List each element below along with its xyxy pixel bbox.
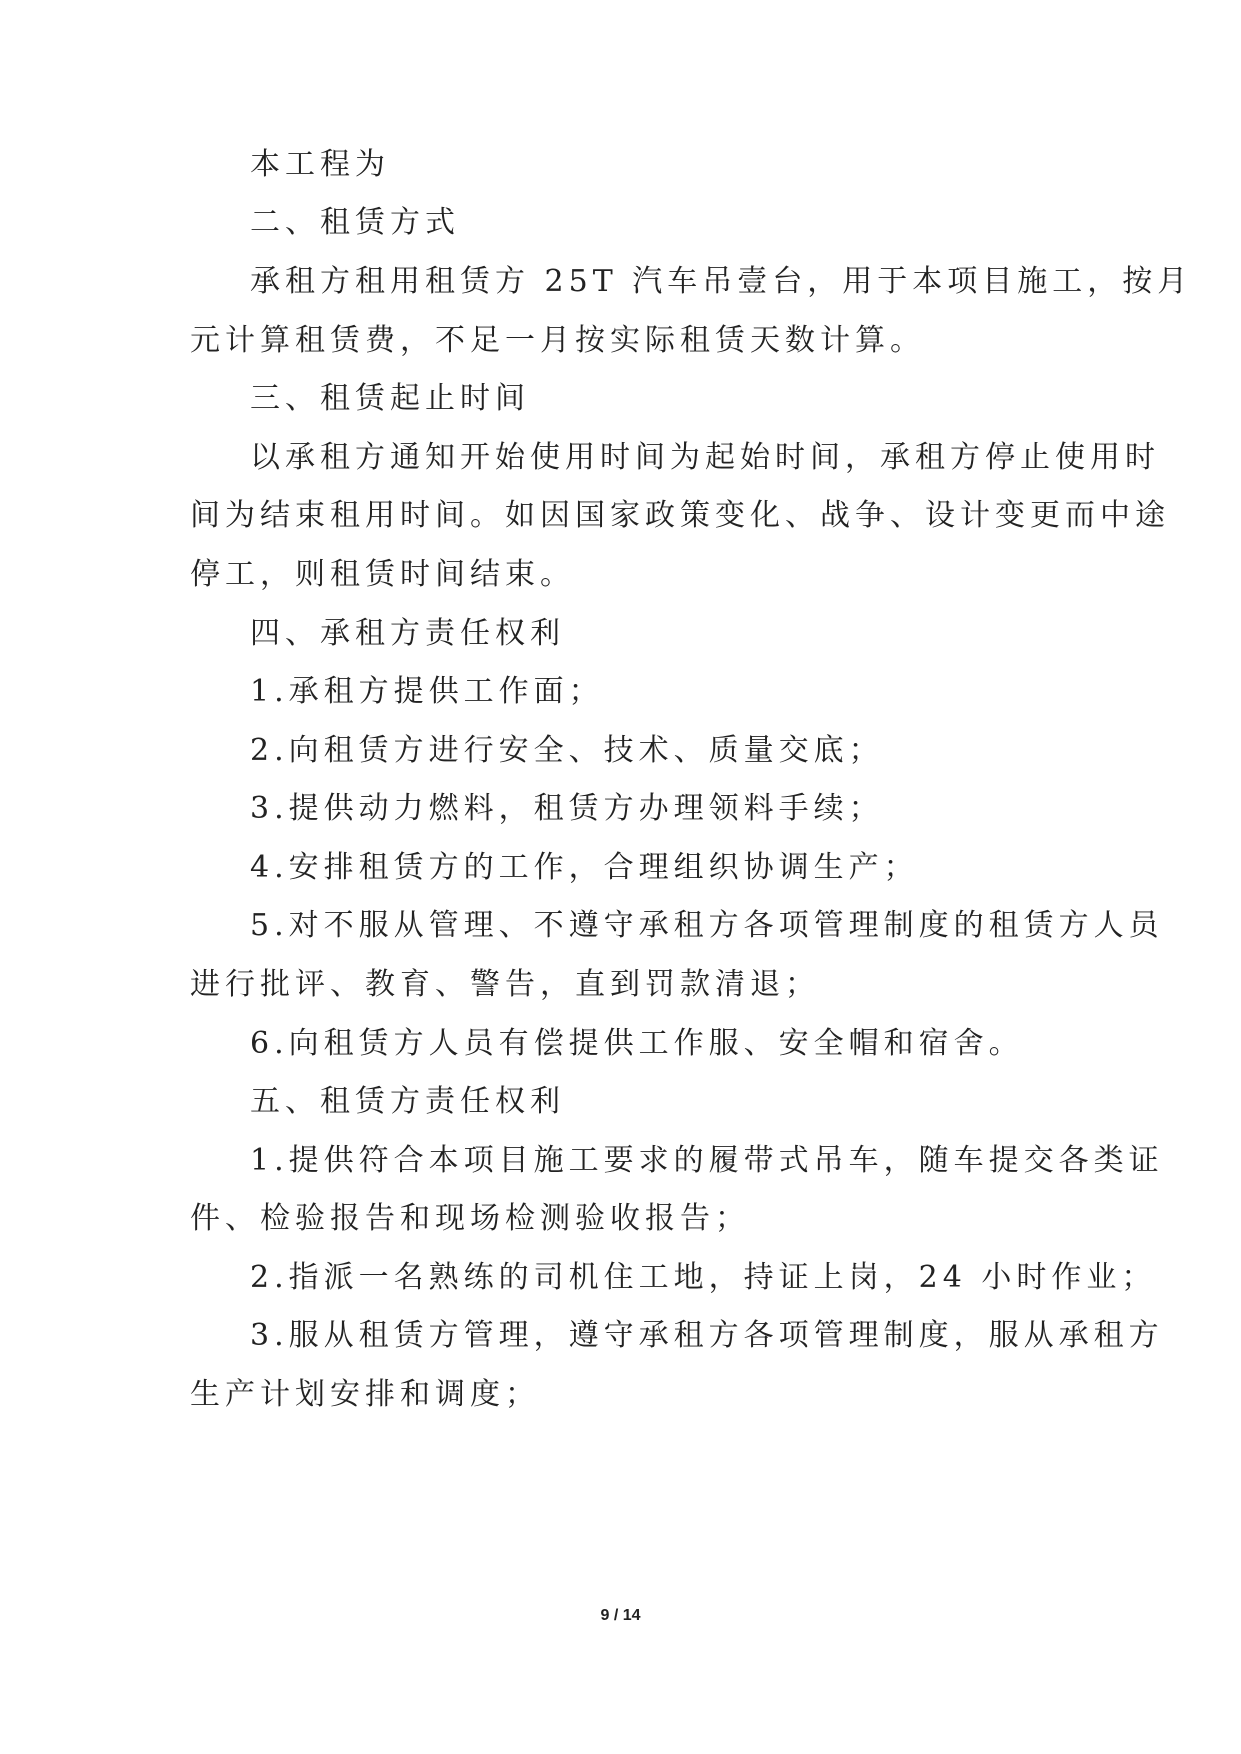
list-item: 4.安排租赁方的工作，合理组织协调生产；	[250, 850, 919, 885]
page-number: 9 / 14	[600, 1607, 641, 1624]
list-item: 5.对不服从管理、不遵守承租方各项管理制度的租赁方人员	[250, 908, 1164, 943]
paragraph-line: 承租方租用租赁方 25T 汽车吊壹台，用于本项目施工，按月	[250, 264, 1193, 299]
list-item: 1.提供符合本项目施工要求的履带式吊车，随车提交各类证	[250, 1143, 1164, 1178]
list-item: 2.指派一名熟练的司机住工地，持证上岗，24 小时作业；	[250, 1260, 1157, 1295]
list-item-continuation: 生产计划安排和调度；	[190, 1377, 540, 1412]
section-heading-lessee-rights: 四、承租方责任权利	[250, 616, 565, 651]
list-item: 3.提供动力燃料，租赁方办理领料手续；	[250, 791, 884, 826]
list-item-continuation: 进行批评、教育、警告，直到罚款清退；	[190, 967, 820, 1002]
list-item-continuation: 件、检验报告和现场检测验收报告；	[190, 1201, 750, 1236]
list-item: 3.服从租赁方管理，遵守承租方各项管理制度，服从承租方	[250, 1318, 1164, 1353]
paragraph-line: 停工，则租赁时间结束。	[190, 557, 575, 592]
paragraph-line: 间为结束租用时间。如因国家政策变化、战争、设计变更而中途	[190, 498, 1170, 533]
paragraph-line: 本工程为	[250, 147, 390, 182]
list-item: 2.向租赁方进行安全、技术、质量交底；	[250, 733, 884, 768]
section-heading-lessor-rights: 五、租赁方责任权利	[250, 1084, 565, 1119]
list-item: 6.向租赁方人员有偿提供工作服、安全帽和宿舍。	[250, 1026, 1024, 1061]
list-item: 1.承租方提供工作面；	[250, 674, 604, 709]
section-heading-lease-method: 二、租赁方式	[250, 205, 460, 240]
paragraph-line: 以承租方通知开始使用时间为起始时间，承租方停止使用时	[250, 440, 1160, 475]
section-heading-lease-period: 三、租赁起止时间	[250, 381, 530, 416]
paragraph-line: 元计算租赁费，不足一月按实际租赁天数计算。	[190, 323, 925, 358]
